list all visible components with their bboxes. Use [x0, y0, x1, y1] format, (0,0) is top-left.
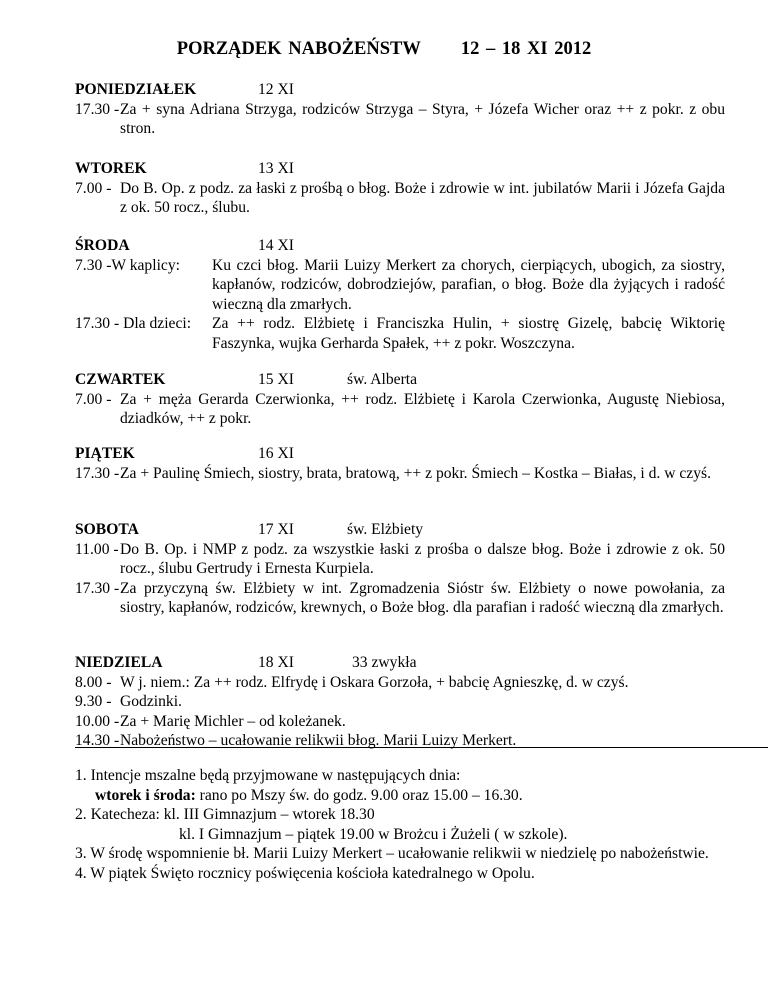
mass-entry [75, 314, 725, 353]
mass-time: 17.30 - [75, 100, 120, 118]
day-saturday [75, 520, 725, 618]
mass-time: 8.00 - [75, 673, 112, 691]
day-tuesday [75, 159, 725, 218]
day-feast: św. Elżbiety [347, 521, 424, 538]
title-text: PORZĄDEK NABOŻEŃSTW [176, 39, 421, 59]
mass-entry [75, 100, 725, 139]
mass-time: 7.30 -W kaplicy: [75, 256, 180, 274]
mass-intention: Za + syna Adriana Strzyga, rodziców Strzyga – Styra, + Józefa Wicher oraz ++ z pokr. z obu stron. [120, 100, 725, 138]
mass-entry [75, 540, 725, 579]
mass-intention: W j. niem.: Za ++ rodz. Elfrydę i Oskara Gorzoła, + babcię Agnieszkę, d. w czyś. [120, 673, 629, 691]
mass-intention: Do B. Op. z podz. za łaski z prośbą o błog. Boże i zdrowie w int. jubilatów Marii i Józefa Gajda z ok. 50 rocz., ślubu. [120, 179, 725, 217]
announcement-2-detail: kl. I Gimnazjum – piątek 19.00 w Brożcu i Żużeli ( w szkole). [179, 825, 568, 843]
mass-intention: Za + Marię Michler – od koleżanek. [120, 712, 346, 730]
day-name: CZWARTEK [75, 371, 166, 388]
mass-intention: Nabożeństwo – ucałowanie relikwii błog. Marii Luizy Merkert. [120, 732, 517, 750]
mass-time: 14.30 - [75, 732, 120, 750]
mass-time: 7.00 - [75, 179, 112, 197]
day-name: ŚRODA [75, 237, 130, 254]
day-name: NIEDZIELA [75, 654, 163, 671]
mass-entry [75, 390, 725, 429]
day-sunday [75, 653, 725, 751]
mass-intention: Za przyczyną św. Elżbiety w int. Zgromadzenia Sióstr św. Elżbiety o nowe powołania, za siostry, kapłanów, rodziców, krewnych, o Boże błog. dla parafian i radość wieczną dla zmarłych. [120, 579, 725, 617]
day-thursday [75, 370, 725, 429]
announcement-1: 1. Intencje mszalne będą przyjmowane w następujących dnia: [75, 767, 461, 784]
mass-entry [75, 692, 725, 712]
announcement-1-detail [75, 786, 725, 806]
mass-time: 7.00 - [75, 390, 112, 408]
day-friday [75, 444, 725, 483]
mass-intention: Do B. Op. i NMP z podz. za wszystkie łaski z prośba o dalsze błog. Boże i zdrowie z ok. 50 rocz., ślubu Gertrudy i Ernesta Kurpiela. [120, 540, 725, 578]
day-name: SOBOTA [75, 521, 139, 538]
mass-entry [75, 673, 725, 693]
mass-time: 11.00 - [75, 540, 119, 558]
day-date: 13 XI [258, 160, 294, 177]
mass-time: 17.30 - [75, 464, 120, 482]
mass-entry [75, 712, 725, 732]
mass-time: 17.30 - Dla dzieci: [75, 315, 192, 333]
page-title [0, 40, 768, 60]
day-date: 14 XI [258, 237, 294, 254]
announcement-2: 2. Katecheza: kl. III Gimnazjum – wtorek 18.30 [75, 806, 375, 824]
day-date: 18 XI [258, 654, 294, 671]
mass-intention: Za + męża Gerarda Czerwionka, ++ rodz. Elżbietę i Karola Czerwionka, Augustę Niebiosa, dziadków, ++ z pokr. [120, 390, 725, 428]
day-date: 17 XI [258, 521, 294, 538]
mass-intention: Ku czci błog. Marii Luizy Merkert za chorych, cierpiących, ubogich, za siostry, kapłanów, rodziców, dobrodziejów, parafian, o błog. Boże dla żyjących i radość wieczną dla zmarłych. [212, 256, 725, 313]
mass-intention: Godzinki. [120, 693, 182, 711]
title-dates: 12 – 18 XI 2012 [460, 39, 592, 59]
divider [75, 747, 768, 748]
day-monday [75, 80, 725, 139]
mass-entry [75, 464, 725, 484]
mass-time: 10.00 - [75, 712, 120, 730]
day-name: WTOREK [75, 160, 147, 177]
day-feast: św. Alberta [347, 371, 418, 388]
mass-entry [75, 179, 725, 218]
mass-time: 17.30 - [75, 579, 120, 597]
mass-entry [75, 256, 725, 315]
day-date: 12 XI [258, 81, 294, 98]
mass-entry [75, 579, 725, 618]
mass-entry [75, 731, 725, 751]
announcement-3: 3. W środę wspomnienie bł. Marii Luizy Merkert – ucałowanie relikwii w niedzielę po nabożeństwie. [75, 845, 709, 863]
announcement-hours: rano po Mszy św. do godz. 9.00 oraz 15.00 – 16.30. [195, 786, 523, 804]
day-date: 16 XI [258, 445, 294, 462]
day-name: PONIEDZIAŁEK [75, 81, 197, 98]
mass-intention: Za ++ rodz. Elżbietę i Franciszka Hulin, + siostrę Gizelę, babcię Wiktorię Faszynka, wujka Gerharda Spałek, ++ z pokr. Woszczyna. [212, 315, 725, 352]
day-wednesday [75, 236, 725, 354]
announcements [75, 766, 725, 884]
day-name: PIĄTEK [75, 445, 135, 462]
announcement-days: wtorek i środa: [95, 786, 196, 804]
day-feast: 33 zwykła [352, 654, 417, 671]
day-date: 15 XI [258, 371, 294, 388]
mass-time: 9.30 - [75, 693, 112, 711]
mass-intention: Za + Paulinę Śmiech, siostry, brata, bratową, ++ z pokr. Śmiech – Kostka – Białas, i d. w czyś. [120, 464, 711, 482]
announcement-4: 4. W piątek Święto rocznicy poświęcenia kościoła katedralnego w Opolu. [75, 864, 535, 882]
